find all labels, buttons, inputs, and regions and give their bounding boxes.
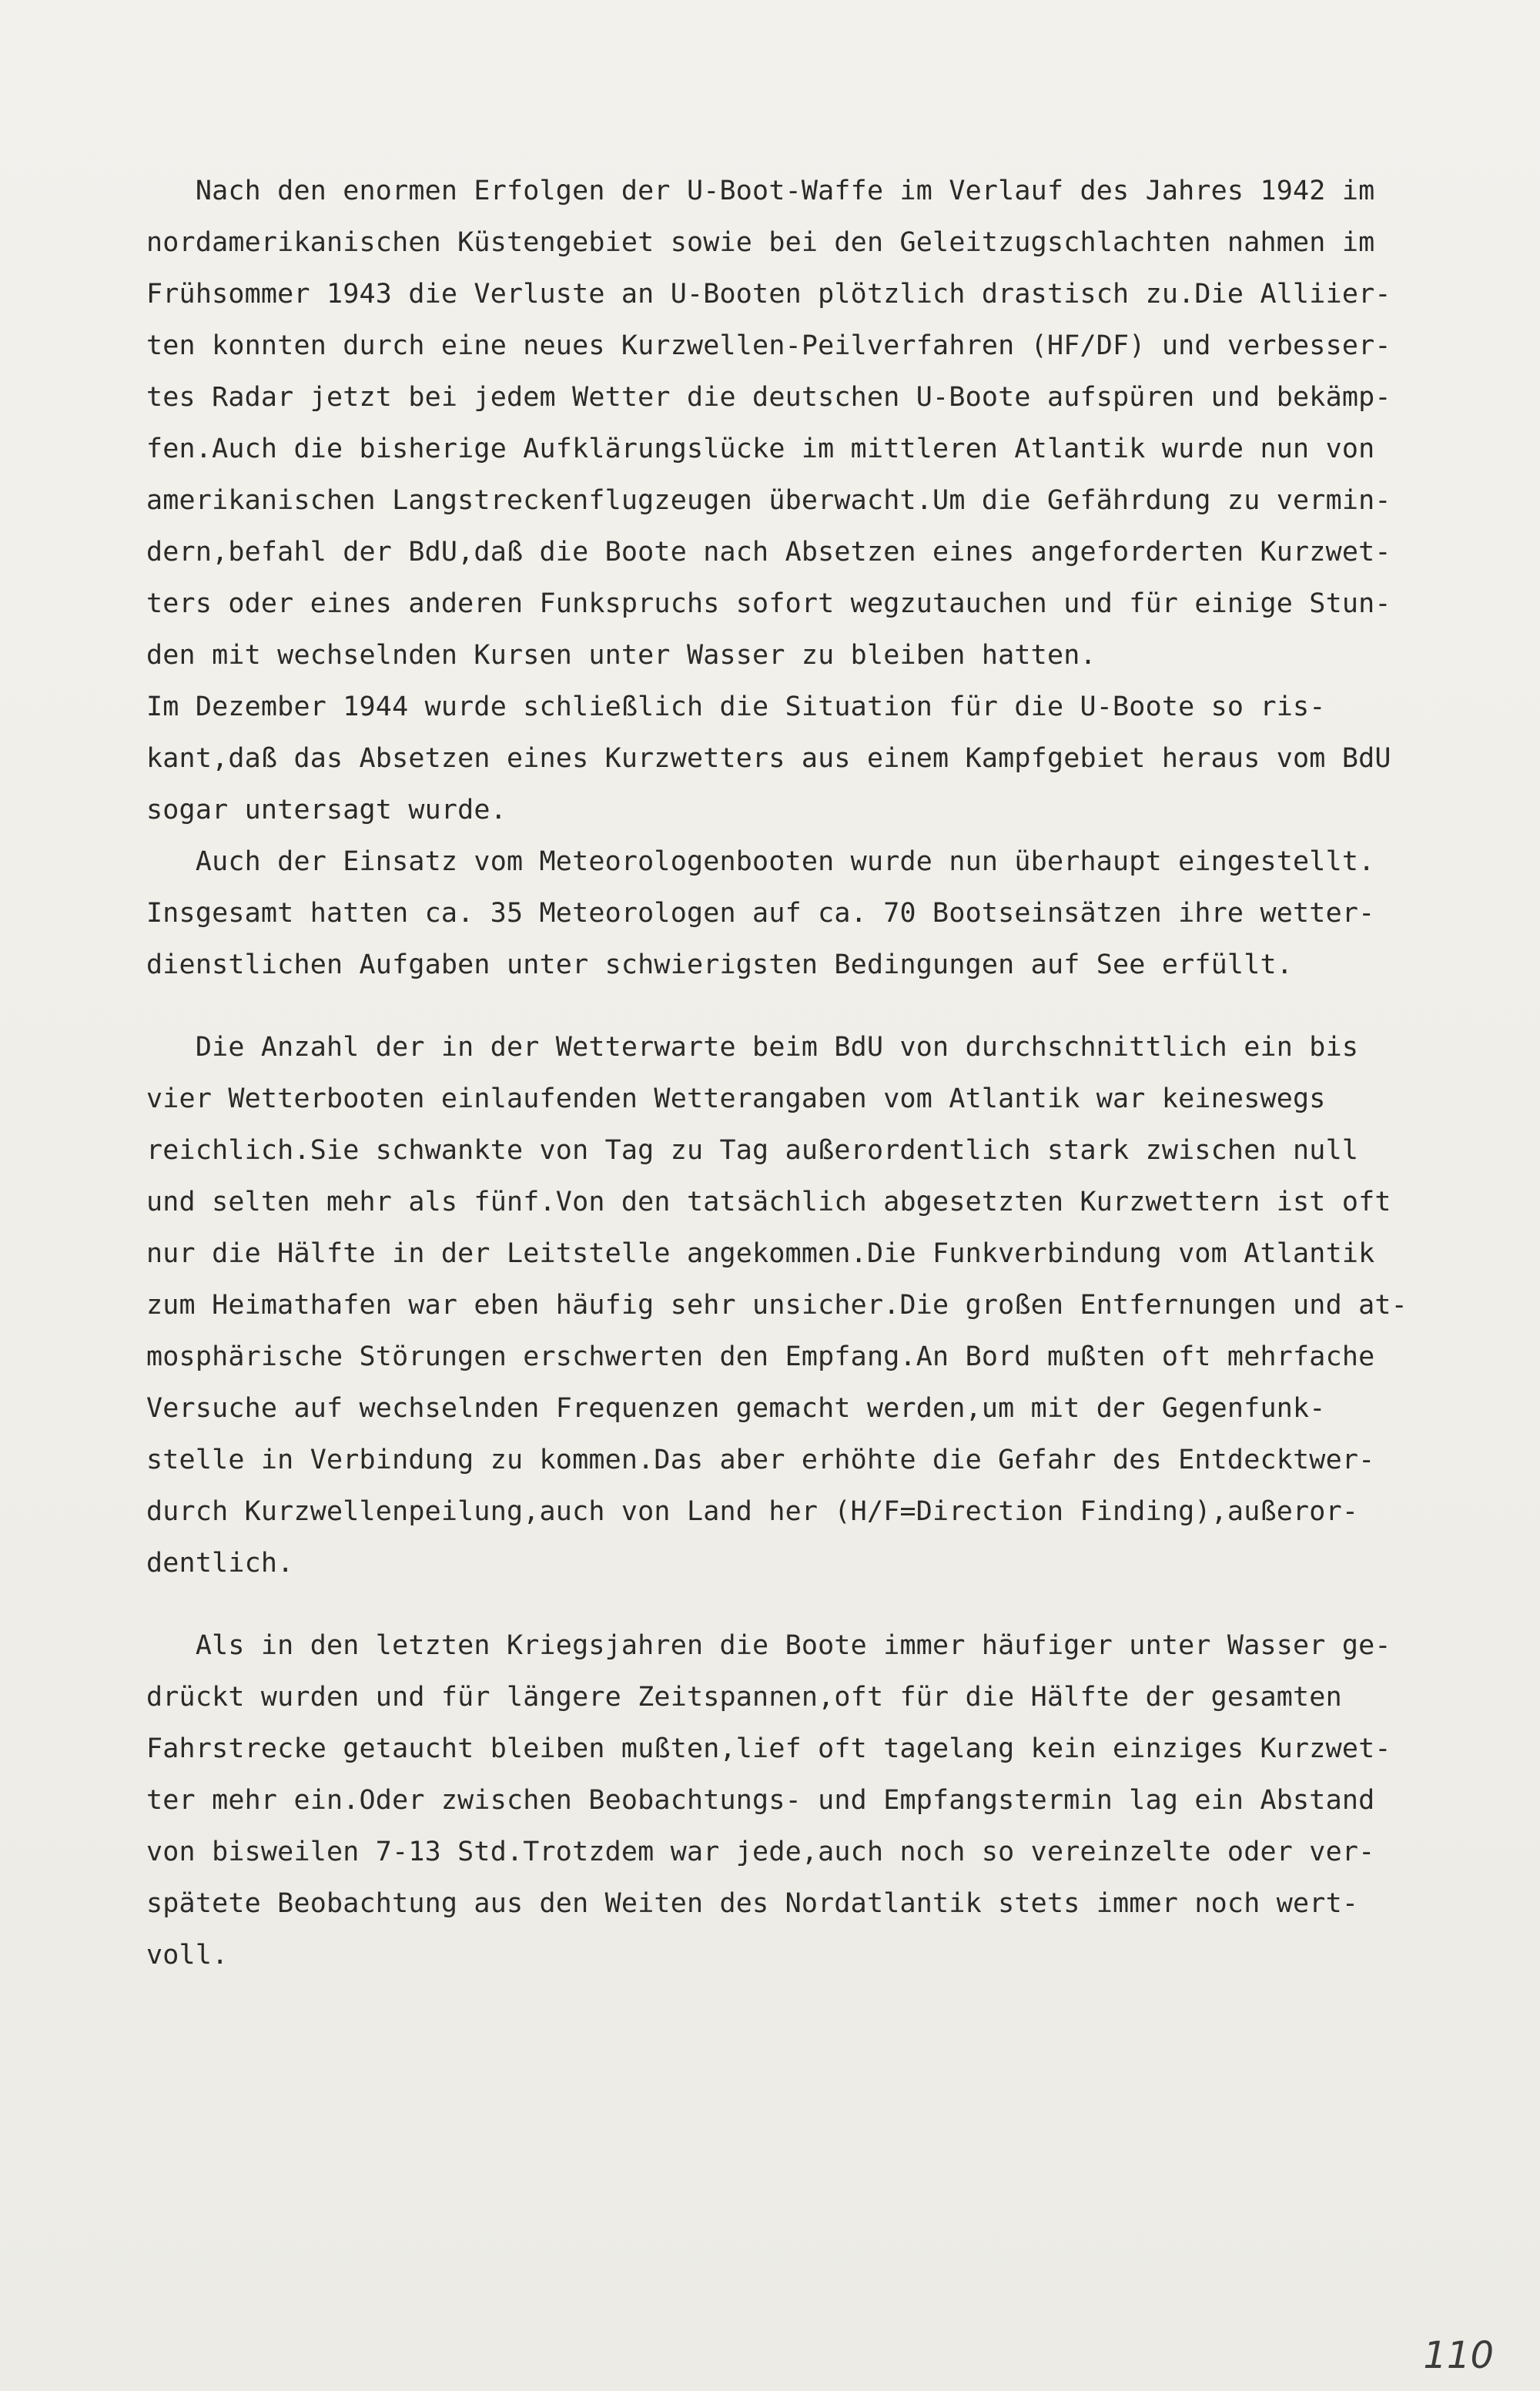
text-line: den mit wechselnden Kursen unter Wasser zu bleiben hatten. (146, 640, 1096, 671)
text-line: kant,daß das Absetzen eines Kurzwetters aus einem Kampfgebiet heraus vom BdU (146, 743, 1391, 774)
text-line: amerikanischen Langstreckenflugzeugen überwacht.Um die Gefährdung zu vermin- (146, 485, 1391, 516)
paragraph (146, 1620, 1494, 1981)
text-line: Im Dezember 1944 wurde schließlich die Situation für die U-Boote so ris- (146, 692, 1326, 722)
text-line: von bisweilen 7-13 Std.Trotzdem war jede,auch noch so vereinzelte oder ver- (146, 1837, 1375, 1867)
text-line: durch Kurzwellenpeilung,auch von Land her (H/F=Direction Finding),außeror- (146, 1496, 1359, 1527)
document-body (146, 166, 1494, 1981)
text-line: reichlich.Sie schwankte von Tag zu Tag außerordentlich stark zwischen null (146, 1135, 1359, 1166)
text-line: vier Wetterbooten einlaufenden Wetterangaben vom Atlantik war keineswegs (146, 1083, 1326, 1114)
paragraph (146, 836, 1494, 991)
text-line: dentlich. (146, 1548, 294, 1579)
text-line: Als in den letzten Kriegsjahren die Boote immer häufiger unter Wasser ge- (146, 1630, 1391, 1661)
text-line: und selten mehr als fünf.Von den tatsächlich abgesetzten Kurzwettern ist oft (146, 1187, 1391, 1217)
text-line: tes Radar jetzt bei jedem Wetter die deutschen U-Boote aufspüren und bekämp- (146, 382, 1391, 413)
text-line: stelle in Verbindung zu kommen.Das aber erhöhte die Gefahr des Entdecktwer- (146, 1445, 1375, 1475)
text-line: nur die Hälfte in der Leitstelle angekommen.Die Funkverbindung vom Atlantik (146, 1238, 1375, 1269)
paragraph (146, 166, 1494, 681)
text-line: voll. (146, 1940, 229, 1971)
text-line: ter mehr ein.Oder zwischen Beobachtungs- und Empfangstermin lag ein Abstand (146, 1785, 1375, 1816)
page-number: 110 (1423, 2334, 1494, 2377)
text-line: spätete Beobachtung aus den Weiten des Nordatlantik stets immer noch wert- (146, 1888, 1359, 1919)
text-line: dern,befahl der BdU,daß die Boote nach Absetzen eines angeforderten Kurzwet- (146, 537, 1391, 568)
text-line: zum Heimathafen war eben häufig sehr unsicher.Die großen Entfernungen und at- (146, 1290, 1408, 1321)
text-line: ten konnten durch eine neues Kurzwellen-Peilverfahren (HF/DF) und verbesser- (146, 330, 1391, 361)
text-line: drückt wurden und für längere Zeitspannen,oft für die Hälfte der gesamten (146, 1682, 1342, 1713)
text-line: Nach den enormen Erfolgen der U-Boot-Waffe im Verlauf des Jahres 1942 im (146, 176, 1375, 206)
paragraph-gap (146, 991, 1494, 1022)
paragraph-gap (146, 1589, 1494, 1620)
text-line: mosphärische Störungen erschwerten den Empfang.An Bord mußten oft mehrfache (146, 1341, 1375, 1372)
text-line: nordamerikanischen Küstengebiet sowie bei den Geleitzugschlachten nahmen im (146, 227, 1375, 258)
text-line: ters oder eines anderen Funkspruchs sofort wegzutauchen und für einige Stun- (146, 588, 1391, 619)
paragraph (146, 1022, 1494, 1589)
text-line: Versuche auf wechselnden Frequenzen gemacht werden,um mit der Gegenfunk- (146, 1393, 1326, 1424)
text-line: Fahrstrecke getaucht bleiben mußten,lief oft tagelang kein einziges Kurzwet- (146, 1733, 1391, 1764)
text-line: Auch der Einsatz vom Meteorologenbooten wurde nun überhaupt eingestellt. (146, 846, 1375, 877)
paragraph (146, 681, 1494, 836)
text-line: sogar untersagt wurde. (146, 795, 507, 825)
text-line: Frühsommer 1943 die Verluste an U-Booten plötzlich drastisch zu.Die Alliier- (146, 279, 1391, 310)
text-line: Insgesamt hatten ca. 35 Meteorologen auf ca. 70 Bootseinsätzen ihre wetter- (146, 898, 1375, 929)
text-line: Die Anzahl der in der Wetterwarte beim BdU von durchschnittlich ein bis (146, 1032, 1359, 1063)
text-line: fen.Auch die bisherige Aufklärungslücke im mittleren Atlantik wurde nun von (146, 434, 1375, 464)
text-line: dienstlichen Aufgaben unter schwierigsten Bedingungen auf See erfüllt. (146, 949, 1294, 980)
